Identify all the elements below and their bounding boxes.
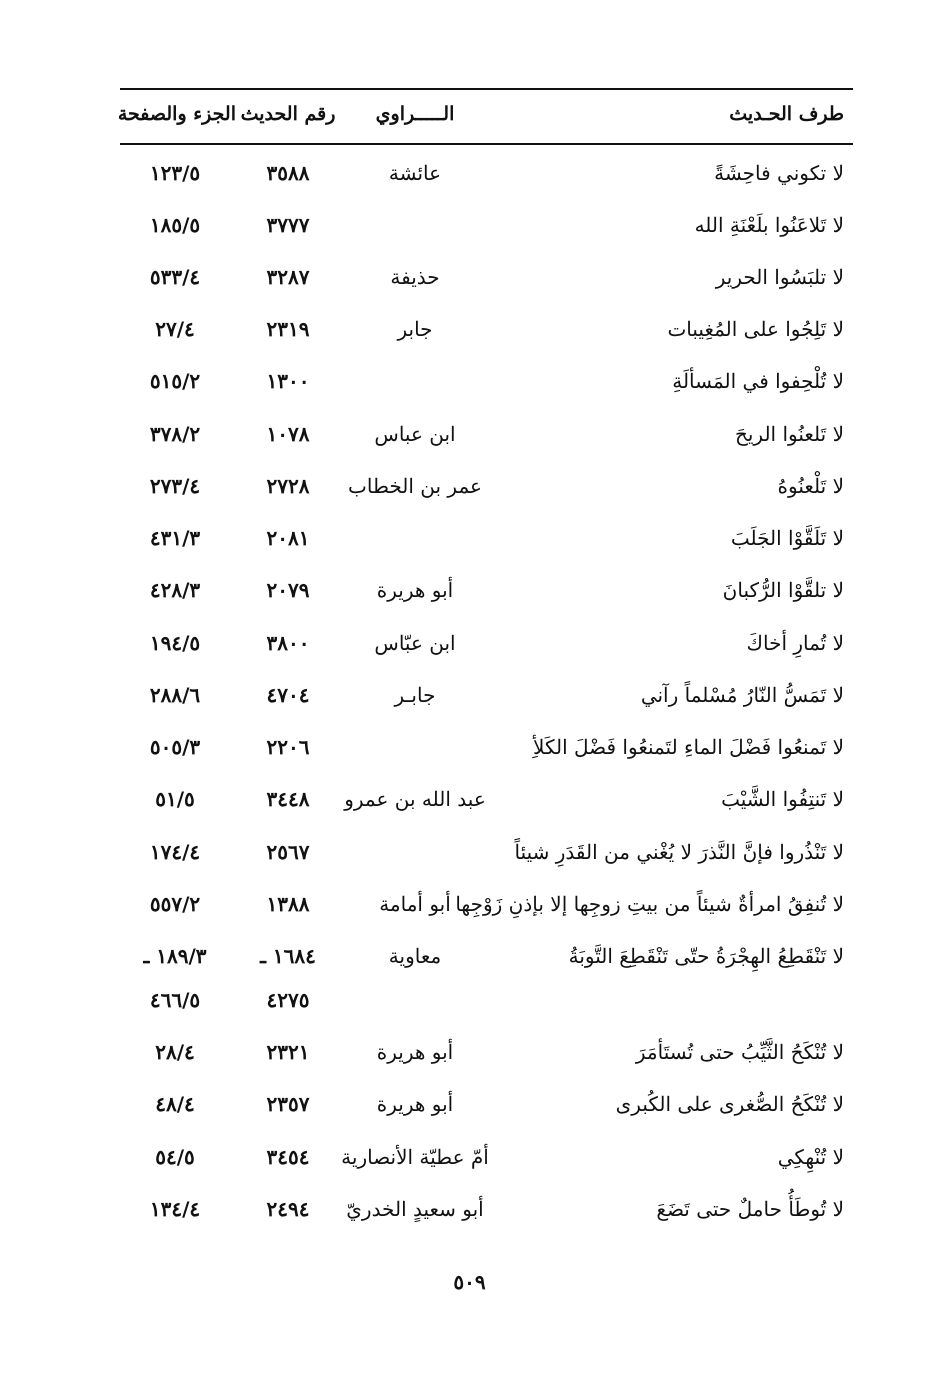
- hadith-text: لا تلبَسُوا الحرير: [715, 265, 844, 289]
- hadith-number: ٣٨٠٠: [266, 631, 310, 655]
- table-row: [0, 314, 939, 364]
- header-hadith: طرف الحـديث: [729, 103, 844, 125]
- volume-page: ١٢٣/٥: [149, 161, 201, 185]
- hadith-number: ٢٧٢٨: [266, 474, 310, 498]
- hadith-number: ٢٢٠٦: [266, 735, 310, 759]
- volume-page: ٢٧/٤: [155, 317, 195, 341]
- narrator-name: عبد الله بن عمرو: [344, 787, 486, 811]
- hadith-number: ١٦٨٤ ـ: [260, 944, 316, 968]
- narrator-name: أبو هريرة: [376, 1092, 454, 1116]
- table-row: [0, 941, 939, 991]
- table-row: [0, 889, 939, 939]
- table-row: [0, 628, 939, 678]
- hadith-text: لا تَلِجُوا على المُغِيبات: [667, 317, 844, 341]
- hadith-text: لا تُنْكَحُ الثَّيِّبُ حتى تُستَأمَرَ: [635, 1040, 844, 1064]
- hadith-number: ٢٣٥٧: [266, 1092, 310, 1116]
- narrator-name: جابـر: [394, 683, 436, 707]
- volume-page: ٣٧٨/٢: [149, 422, 201, 446]
- table-row: [0, 680, 939, 730]
- narrator-name: ابن عباس: [374, 422, 456, 446]
- hadith-text: لا تَلَقَّوْا الجَلَبَ: [730, 526, 844, 550]
- hadith-text: لا تَمنعُوا فَضْلَ الماءِ لتَمنعُوا فَضْلَ الكَلأِ: [533, 735, 844, 759]
- narrator-name: أبو أمامة: [379, 892, 451, 916]
- table-row: [0, 471, 939, 521]
- volume-page: ١٩٤/٥: [149, 631, 201, 655]
- table-row: [0, 1089, 939, 1139]
- hadith-number: ٣٤٥٤: [266, 1145, 310, 1169]
- hadith-text: لا تكوني فاحِشَةً: [714, 161, 844, 185]
- table-row: [0, 419, 939, 469]
- table-row: [0, 837, 939, 887]
- hadith-text: لا تلقَّوْا الرُّكبانَ: [722, 578, 844, 602]
- table-row: [0, 158, 939, 208]
- table-row: [0, 784, 939, 834]
- hadith-number: ٢٣١٩: [266, 317, 310, 341]
- hadith-text: لا تُمارِ أخاكَ: [746, 631, 844, 655]
- narrator-name: أبو هريرة: [376, 1040, 454, 1064]
- volume-page: ١٨٥/٥: [149, 213, 201, 237]
- volume-page: ٥٠٥/٣: [149, 735, 201, 759]
- hadith-number: ٣٥٨٨: [266, 161, 310, 185]
- header-hadith-number: رقم الحديث: [240, 103, 336, 125]
- hadith-number: ٢٣٢١: [266, 1040, 310, 1064]
- hadith-number: ٢٠٧٩: [266, 578, 310, 602]
- volume-page: ٢٨٨/٦: [149, 683, 201, 707]
- table-row: [0, 1142, 939, 1192]
- page-number: ٥٠٩: [453, 1270, 486, 1294]
- narrator-name: أمّ عطيّة الأنصارية: [341, 1145, 489, 1169]
- narrator-name: ابن عبّاس: [374, 631, 456, 655]
- hadith-text: لا تُنفِقُ امرأةٌ شيئاً من بيتِ زوجِها إلا بإذنِ زَوْجِها: [455, 892, 844, 916]
- volume-page: ٢٧٣/٤: [149, 474, 201, 498]
- narrator-name: جابر: [397, 317, 433, 341]
- table-row: [0, 210, 939, 260]
- narrator-name: أبو هريرة: [376, 578, 454, 602]
- hadith-number: ٣٤٤٨: [266, 787, 310, 811]
- hadith-text: لا تُنْهِكِي: [777, 1145, 844, 1169]
- hadith-text: لا تَلاعَنُوا بلَعْنَةِ الله: [694, 213, 844, 237]
- hadith-text: لا تَلعنُوا الريحَ: [734, 422, 844, 446]
- hadith-text: لا تَنْذُروا فإنَّ النَّذرَ لا يُغْني من القَدَرِ شيئاً: [514, 840, 844, 864]
- header-narrator: الـــــراوي: [375, 103, 455, 125]
- hadith-text: لا تَنْقَطِعُ الهِجْرَةُ حتّى تَنْقَطِعَ التَّوبَةُ: [568, 944, 844, 968]
- narrator-name: عمر بن الخطاب: [348, 474, 482, 498]
- hadith-number: ١٣٨٨: [266, 892, 310, 916]
- volume-page: ٥٣٣/٤: [149, 265, 201, 289]
- volume-page: ٥٤/٥: [155, 1145, 195, 1169]
- volume-page: ٤٨/٤: [155, 1092, 195, 1116]
- volume-page: ٥١٥/٢: [149, 369, 201, 393]
- volume-page: ٤٢٨/٣: [149, 578, 201, 602]
- volume-page: ٤٦٦/٥: [149, 988, 201, 1012]
- narrator-name: عائشة: [388, 161, 442, 185]
- hadith-text: لا تَلْعنُوهُ: [777, 474, 844, 498]
- volume-page: ٤٣١/٣: [149, 526, 201, 550]
- volume-page: ٥١/٥: [155, 787, 195, 811]
- table-row: [0, 985, 939, 1035]
- hadith-text: لا تُنْكَحُ الصُّغرى على الكُبرى: [615, 1092, 844, 1116]
- hadith-number: ٢٤٩٤: [266, 1197, 310, 1221]
- hadith-text: لا تُلْحِفوا في المَسألَةِ: [672, 369, 844, 393]
- volume-page: ٢٨/٤: [155, 1040, 195, 1064]
- table-row: [0, 575, 939, 625]
- table-row: [0, 732, 939, 782]
- hadith-text: لا تَمَسُّ النّارُ مُسْلماً رآني: [640, 683, 844, 707]
- hadith-number: ٤٢٧٥: [266, 988, 310, 1012]
- volume-page: ١٨٩/٣ ـ: [143, 944, 207, 968]
- hadith-text: لا تَنتِفُوا الشَّيْبَ: [721, 787, 844, 811]
- table-row: [0, 366, 939, 416]
- narrator-name: أبو سعيدٍ الخدريّ: [346, 1197, 484, 1221]
- header-volume-page: الجزء والصفحة: [117, 103, 236, 125]
- hadith-number: ٢٥٦٧: [266, 840, 310, 864]
- hadith-text: لا تُوطَأُ حاملٌ حتى تَضَعَ: [656, 1197, 844, 1221]
- hadith-number: ٤٧٠٤: [266, 683, 310, 707]
- hadith-number: ٣٢٨٧: [266, 265, 310, 289]
- table-row: [0, 523, 939, 573]
- narrator-name: معاوية: [388, 944, 442, 968]
- volume-page: ١٣٤/٤: [149, 1197, 201, 1221]
- hadith-number: ١٠٧٨: [266, 422, 310, 446]
- table-row: [0, 1037, 939, 1087]
- narrator-name: حذيفة: [390, 265, 440, 289]
- table-row: [0, 262, 939, 312]
- table-row: [0, 1194, 939, 1244]
- volume-page: ٥٥٧/٢: [149, 892, 201, 916]
- hadith-number: ٢٠٨١: [266, 526, 310, 550]
- volume-page: ١٧٤/٤: [149, 840, 201, 864]
- hadith-number: ١٣٠٠: [266, 369, 310, 393]
- hadith-number: ٣٧٧٧: [266, 213, 310, 237]
